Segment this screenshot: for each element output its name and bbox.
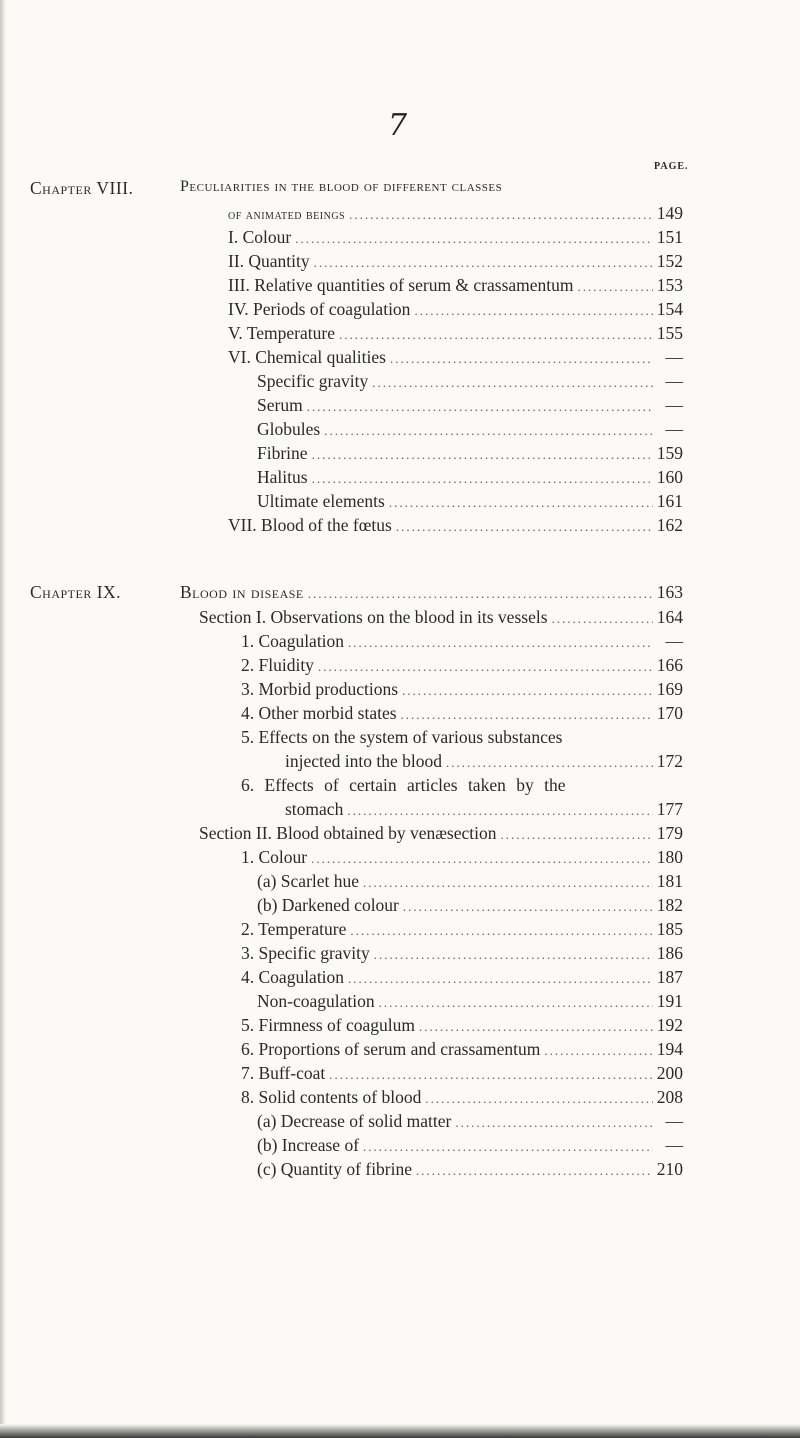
toc-entry[interactable]: [257, 1135, 683, 1159]
leader-dots: [578, 279, 653, 295]
chapter-9-label: Chapter IX.: [30, 582, 122, 602]
toc-entry-label: Fibrine: [257, 443, 308, 463]
leader-dots: [312, 471, 653, 487]
toc-entry-page: 154: [656, 299, 683, 319]
toc-entry-page: 161: [656, 491, 683, 511]
toc-entry-label: II. Quantity: [228, 251, 310, 271]
toc-entry[interactable]: [228, 275, 683, 299]
toc-entry-page: —: [665, 1111, 683, 1131]
toc-entry-label: of animated beings: [228, 208, 346, 223]
leader-dots: [416, 1163, 653, 1179]
leader-dots: [311, 851, 653, 867]
leader-dots: [307, 399, 653, 415]
toc-entry[interactable]: [228, 323, 683, 347]
toc-entry[interactable]: [257, 871, 683, 895]
toc-entry-page: 182: [656, 895, 683, 915]
leader-dots: [401, 707, 653, 723]
leader-dots: [372, 375, 653, 391]
toc-entry-label: 6. Proportions of serum and crassamentum: [241, 1039, 541, 1059]
toc-entry-label: 1. Colour: [241, 847, 308, 867]
toc-entry[interactable]: [257, 443, 683, 467]
toc-entry-label: Non-coagulation: [257, 991, 375, 1011]
toc-entry-label: 3. Morbid productions: [241, 679, 399, 699]
toc-entry-label: 5. Firmness of coagulum: [241, 1015, 416, 1035]
toc-entry-label: Serum: [257, 395, 303, 415]
toc-entry[interactable]: [228, 299, 683, 323]
toc-entry[interactable]: [241, 1063, 683, 1087]
toc-entry-chapter-8-title[interactable]: [228, 203, 683, 227]
toc-entry[interactable]: [257, 991, 683, 1015]
leader-dots: [350, 923, 652, 939]
leader-dots: [379, 995, 653, 1011]
toc-entry[interactable]: [241, 727, 683, 751]
toc-entry-label: Section II. Blood obtained by venæsection: [199, 823, 497, 843]
toc-entry-label: Ultimate elements: [257, 491, 385, 511]
leader-dots: [349, 207, 653, 223]
leader-dots: [363, 875, 653, 891]
toc-entry[interactable]: [241, 1087, 683, 1111]
toc-entry[interactable]: [257, 395, 683, 419]
leader-dots: [363, 1139, 653, 1155]
toc-entry-page: —: [665, 419, 683, 439]
toc-entry-label: stomach: [285, 799, 344, 819]
leader-dots: [374, 947, 653, 963]
leader-dots: [552, 611, 653, 627]
leader-dots: [312, 447, 653, 463]
toc-entry-page: 159: [656, 443, 683, 463]
toc-entry-page: —: [665, 631, 683, 651]
leader-dots: [295, 231, 653, 247]
leader-dots: [314, 255, 653, 271]
page-bottom-edge: [0, 1424, 800, 1438]
toc-entry-page: 163: [656, 582, 683, 602]
page-number: 7: [388, 108, 408, 143]
toc-entry-page: —: [665, 395, 683, 415]
toc-entry-label: VI. Chemical qualities: [228, 347, 386, 367]
toc-entry-chapter-9-title[interactable]: [180, 582, 683, 606]
leader-dots: [390, 351, 653, 367]
toc-entry[interactable]: [228, 515, 683, 539]
toc-entry-page: —: [665, 1135, 683, 1155]
toc-entry-page: 162: [656, 515, 683, 535]
toc-entry-label: 2. Fluidity: [241, 655, 314, 675]
leader-dots: [425, 1091, 652, 1107]
toc-entry-page: 192: [656, 1015, 683, 1035]
toc-entry-page: 177: [656, 799, 683, 819]
leader-dots: [348, 635, 653, 651]
toc-entry-label: Section I. Observations on the blood in its vessels: [199, 607, 548, 627]
toc-entry[interactable]: [241, 655, 683, 679]
leader-dots: [339, 327, 653, 343]
toc-entry-label: 3. Specific gravity: [241, 943, 370, 963]
toc-entry-label: (a) Scarlet hue: [257, 871, 360, 891]
toc-entry-label: Specific gravity: [257, 371, 369, 391]
leader-dots: [455, 1115, 653, 1131]
toc-entry-label: 5. Effects on the system of various substances: [241, 727, 563, 747]
toc-entry-label: injected into the blood: [285, 751, 442, 771]
leader-dots: [419, 1019, 653, 1035]
toc-entry[interactable]: [241, 943, 683, 967]
toc-entry[interactable]: [241, 1015, 683, 1039]
leader-dots: [396, 519, 653, 535]
leader-dots: [347, 803, 652, 819]
toc-entry-label: IV. Periods of coagulation: [228, 299, 411, 319]
leader-dots: [544, 1043, 652, 1059]
toc-entry[interactable]: [257, 1111, 683, 1135]
toc-entry-page: 185: [656, 919, 683, 939]
leader-dots: [414, 303, 652, 319]
toc-entry-label: Halitus: [257, 467, 308, 487]
toc-entry-page: 160: [656, 467, 683, 487]
toc-entry-page: 200: [656, 1063, 683, 1083]
toc-entry[interactable]: [257, 467, 683, 491]
toc-entry-label: III. Relative quantities of serum & crassamentum: [228, 275, 574, 295]
toc-entry[interactable]: [228, 251, 683, 275]
toc-entry[interactable]: [241, 847, 683, 871]
toc-entry-label: I. Colour: [228, 227, 292, 247]
toc-entry-page: 210: [656, 1159, 683, 1179]
toc-entry-page: —: [665, 371, 683, 391]
toc-entry-page: 170: [656, 703, 683, 723]
leader-dots: [389, 495, 653, 511]
toc-entry-page: 152: [656, 251, 683, 271]
toc-entry-label: Globules: [257, 419, 321, 439]
toc-entry-page: 151: [656, 227, 683, 247]
toc-entry-label: 2. Temperature: [241, 919, 347, 939]
toc-entry[interactable]: [285, 751, 683, 775]
toc-entry-label: VII. Blood of the fœtus: [228, 515, 392, 535]
toc-entry[interactable]: [241, 1039, 683, 1063]
toc-entry-label: 7. Buff-coat: [241, 1063, 326, 1083]
toc-entry-page: 180: [656, 847, 683, 867]
toc-entry[interactable]: [241, 919, 683, 943]
toc-entry-page: 172: [656, 751, 683, 771]
toc-entry-page: 153: [656, 275, 683, 295]
toc-entry-page: 166: [656, 655, 683, 675]
leader-dots: [402, 683, 653, 699]
leader-dots: [324, 423, 653, 439]
toc-entry-label: 1. Coagulation: [241, 631, 345, 651]
toc-entry-label: Blood in disease: [180, 582, 304, 602]
leader-dots: [446, 755, 653, 771]
leader-dots: [318, 659, 653, 675]
toc-entry[interactable]: [285, 799, 683, 823]
toc-entry-page: 208: [656, 1087, 683, 1107]
chapter-8-label: Chapter VIII.: [30, 178, 134, 198]
toc-entry-label: (b) Darkened colour: [257, 895, 399, 915]
toc-entry-label: 8. Solid contents of blood: [241, 1087, 422, 1107]
toc-entry-page: 179: [656, 823, 683, 843]
toc-entry-page: 194: [656, 1039, 683, 1059]
leader-dots: [348, 971, 653, 987]
toc-entry[interactable]: [228, 347, 683, 371]
toc-entry-page: 186: [656, 943, 683, 963]
toc-entry[interactable]: [241, 967, 683, 991]
toc-entry-page: 191: [656, 991, 683, 1011]
toc-entry-page: —: [665, 347, 683, 367]
toc-entry-page: 181: [656, 871, 683, 891]
toc-entry-page: 164: [656, 607, 683, 627]
toc-entry[interactable]: [257, 895, 683, 919]
toc-entry-page: 187: [656, 967, 683, 987]
page-column-header: PAGE.: [654, 161, 689, 172]
chapter-8-title: Peculiarities in the blood of different classes: [180, 178, 503, 195]
toc-entry[interactable]: [199, 607, 683, 631]
toc-entry[interactable]: [241, 631, 683, 655]
toc-entry-label: (b) Increase of: [257, 1135, 360, 1155]
leader-dots: [329, 1067, 653, 1083]
toc-entry-label: 6. Effects of certain articles taken by the: [241, 775, 566, 795]
toc-entry-label: V. Temperature: [228, 323, 335, 343]
toc-entry[interactable]: [257, 419, 683, 443]
toc-entry[interactable]: [257, 1159, 683, 1183]
leader-dots: [308, 586, 653, 602]
page-left-shadow: [0, 0, 6, 1438]
toc-entry[interactable]: [199, 823, 683, 847]
toc-entry-page: 155: [656, 323, 683, 343]
toc-entry[interactable]: [257, 491, 683, 515]
toc-entry-label: 4. Other morbid states: [241, 703, 397, 723]
toc-entry[interactable]: [228, 227, 683, 251]
toc-entry-label: (c) Quantity of fibrine: [257, 1159, 413, 1179]
toc-entry-label: (a) Decrease of solid matter: [257, 1111, 452, 1131]
toc-entry[interactable]: [241, 775, 683, 799]
toc-entry[interactable]: [241, 703, 683, 727]
toc-entry-page: 149: [656, 203, 683, 223]
toc-entry[interactable]: [241, 679, 683, 703]
toc-entry[interactable]: [257, 371, 683, 395]
leader-dots: [403, 899, 653, 915]
toc-entry-label: 4. Coagulation: [241, 967, 345, 987]
leader-dots: [500, 827, 652, 843]
toc-entry-page: 169: [656, 679, 683, 699]
